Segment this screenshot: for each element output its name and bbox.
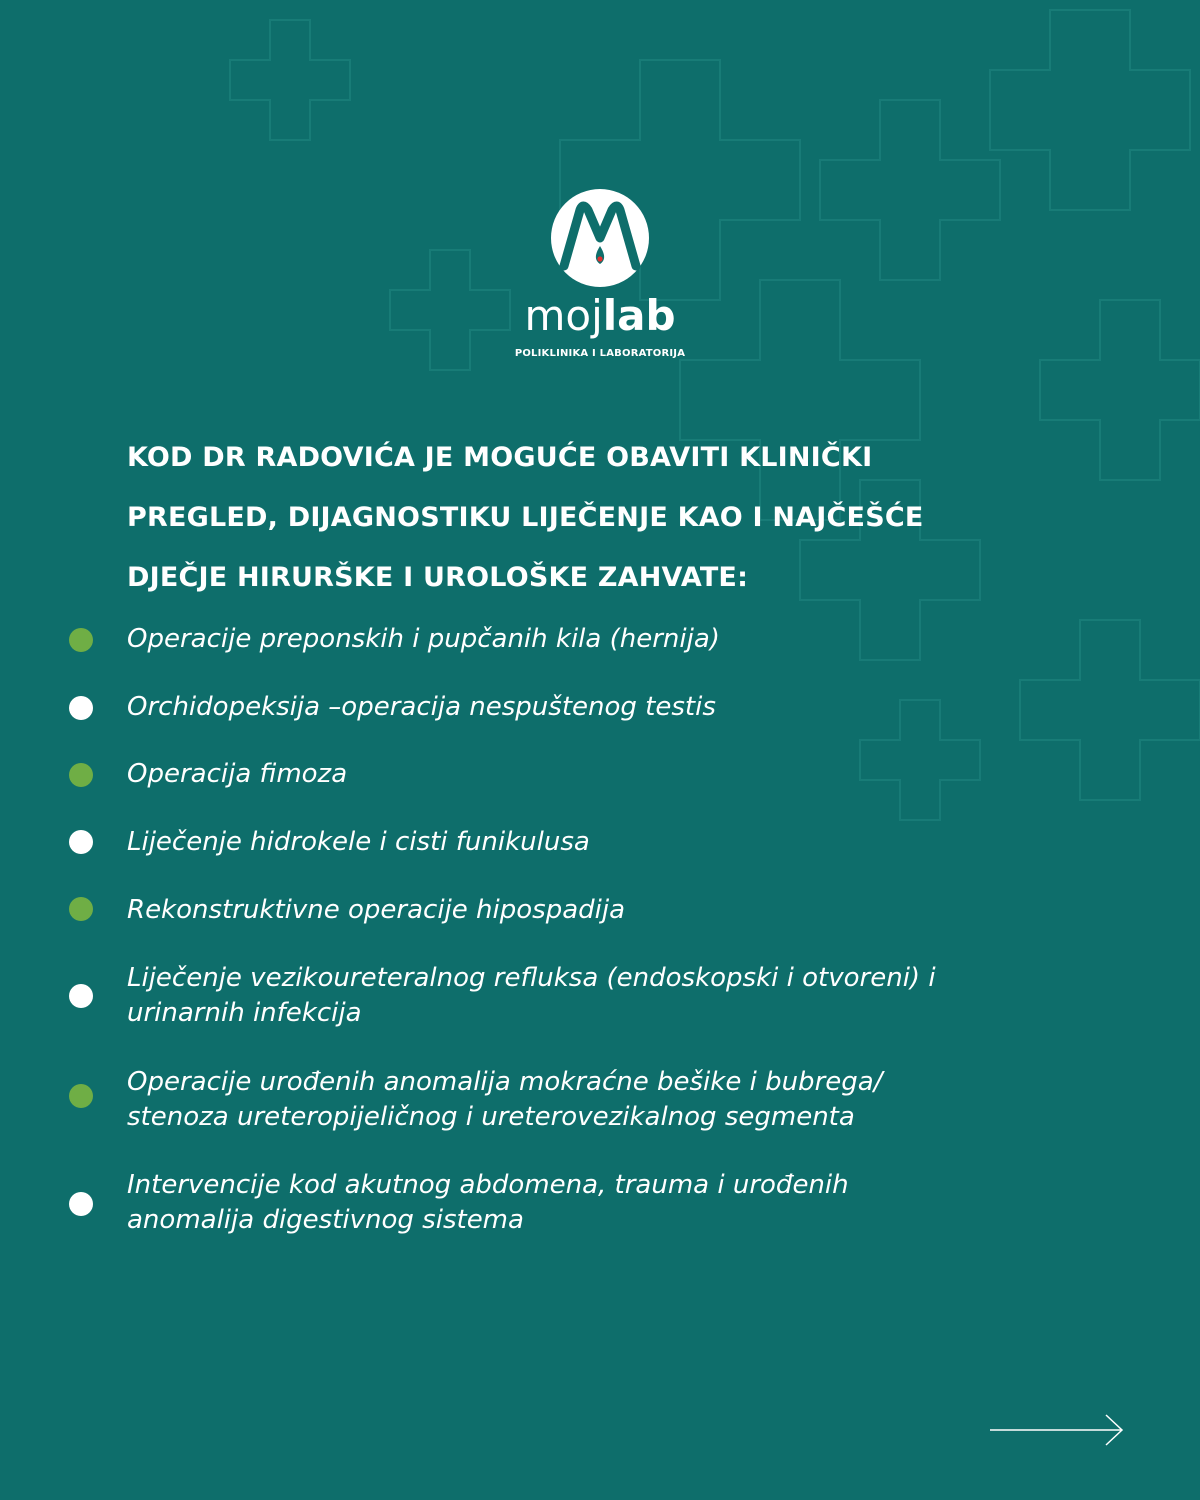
bullet-dot-icon — [69, 897, 93, 921]
brand-name-part1: moj — [524, 291, 603, 340]
brand-name — [500, 292, 700, 340]
list-item — [127, 690, 1087, 725]
list-item — [127, 893, 1087, 928]
brand-logo — [500, 188, 700, 373]
heading-line: PREGLED, DIJAGNOSTIKU LIJEČENJE KAO I NAJČEŠĆE — [127, 502, 924, 533]
bullet-dot-icon — [69, 628, 93, 652]
list-item — [127, 1168, 1087, 1238]
list-item-text: Liječenje hidrokele i cisti funikulusa — [127, 827, 590, 857]
list-item-text: stenoza ureteropijeličnog i ureterovezikalnog segmenta — [127, 1102, 855, 1132]
brand-tagline: POLIKLINIKA I LABORATORIJA — [514, 348, 686, 359]
bullet-dot-icon — [69, 1192, 93, 1216]
list-item — [127, 757, 1087, 792]
heading-line: DJEČJE HIRURŠKE I UROLOŠKE ZAHVATE: — [127, 562, 749, 593]
brand-name-part2: lab — [602, 291, 676, 340]
bullet-dot-icon — [69, 763, 93, 787]
list-item-text: Operacije preponskih i pupčanih kila (hernija) — [127, 624, 720, 654]
list-item-text: Liječenje vezikoureteralnog refluksa (endoskopski i otvoreni) i — [127, 963, 936, 993]
bullet-dot-icon — [69, 830, 93, 854]
list-item-text: Operacije urođenih anomalija mokraćne bešike i bubrega/ — [127, 1067, 883, 1097]
arrow-right-icon[interactable] — [988, 1412, 1128, 1448]
list-item — [127, 622, 1087, 657]
bullet-dot-icon — [69, 696, 93, 720]
list-item — [127, 825, 1087, 860]
list-item-text: Rekonstruktivne operacije hipospadija — [127, 895, 626, 925]
list-item-text: anomalija digestivnog sistema — [127, 1205, 524, 1235]
list-item — [127, 961, 1087, 1031]
bullet-dot-icon — [69, 1084, 93, 1108]
mojlab-m-logo-icon — [550, 188, 650, 288]
list-item-text: Orchidopeksija –operacija nespuštenog testis — [127, 692, 716, 722]
list-item-text: Intervencije kod akutnog abdomena, trauma i urođenih — [127, 1170, 849, 1200]
list-item — [127, 1065, 1087, 1135]
heading-line: KOD DR RADOVIĆA JE MOGUĆE OBAVITI KLINIČKI — [127, 442, 873, 473]
page-heading — [127, 428, 1087, 608]
bullet-dot-icon — [69, 984, 93, 1008]
list-item-text: Operacija fimoza — [127, 759, 348, 789]
list-item-text: urinarnih infekcija — [127, 998, 362, 1028]
